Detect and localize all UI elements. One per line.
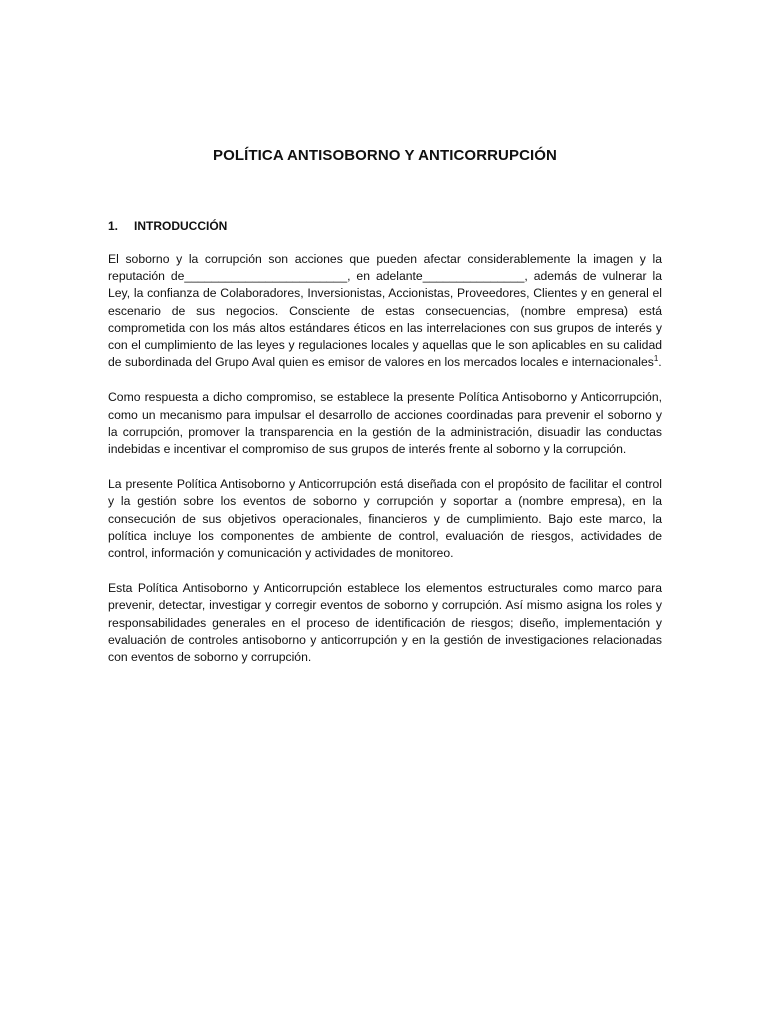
body-text	[108, 251, 662, 684]
section-heading	[108, 218, 227, 235]
paragraph-1	[108, 251, 662, 371]
paragraph-1-text: El soborno y la corrupción son acciones que pueden afectar considerablemente la imagen y la reputación de________________________, en adelante_______________, además de vulnerar la Ley, la confianza de Colaboradores, Inversionistas, Accionistas, Proveedores, Clientes y en general el escenario de sus negocios. Consciente de estas consecuencias, (nombre empresa) está comprometida con los más altos estándares éticos en las interrelaciones con sus grupos de interés y con el cumplimiento de las leyes y regulaciones locales y aquellas que le son aplicables en su calidad de subordinada del Grupo Aval quien es emisor de valores en los mercados locales e internacionales	[108, 252, 662, 370]
footnote-reference[interactable]: 1	[653, 354, 659, 364]
paragraph-1-end: .	[658, 355, 662, 370]
paragraph-3-text: La presente Política Antisoborno y Anticorrupción está diseñada con el propósito de facilitar el control y la gestión sobre los eventos de soborno y corrupción y soportar a (nombre empresa), en la consecución de sus objetivos operacionales, financieros y de cumplimiento. Bajo este marco, la política incluye los componentes de ambiente de control, evaluación de riesgos, actividades de control, información y comunicación y actividades de monitoreo.	[108, 477, 662, 561]
document-title: POLÍTICA ANTISOBORNO Y ANTICORRUPCIÓN	[213, 147, 557, 164]
paragraph-2-text: Como respuesta a dicho compromiso, se establece la presente Política Antisoborno y Anticorrupción, como un mecanismo para impulsar el desarrollo de acciones coordinadas para prevenir el soborno y la corrupción, promover la transparencia en la gestión de la administración, disuadir las conductas indebidas e incentivar el compromiso de sus grupos de interés frente al soborno y la corrupción.	[108, 390, 662, 457]
section-title: INTRODUCCIÓN	[134, 219, 228, 233]
section-number: 1.	[108, 219, 119, 233]
paragraph-2	[108, 389, 662, 458]
paragraph-3	[108, 476, 662, 562]
paragraph-4	[108, 580, 662, 666]
paragraph-4-text: Esta Política Antisoborno y Anticorrupción establece los elementos estructurales como marco para prevenir, detectar, investigar y corregir eventos de soborno y corrupción. Así mismo asigna los roles y responsabilidades generales en el proceso de identificación de riesgos; diseño, implementación y evaluación de controles antisoborno y anticorrupción y en la gestión de investigaciones relacionadas con eventos de soborno y corrupción.	[108, 581, 662, 665]
